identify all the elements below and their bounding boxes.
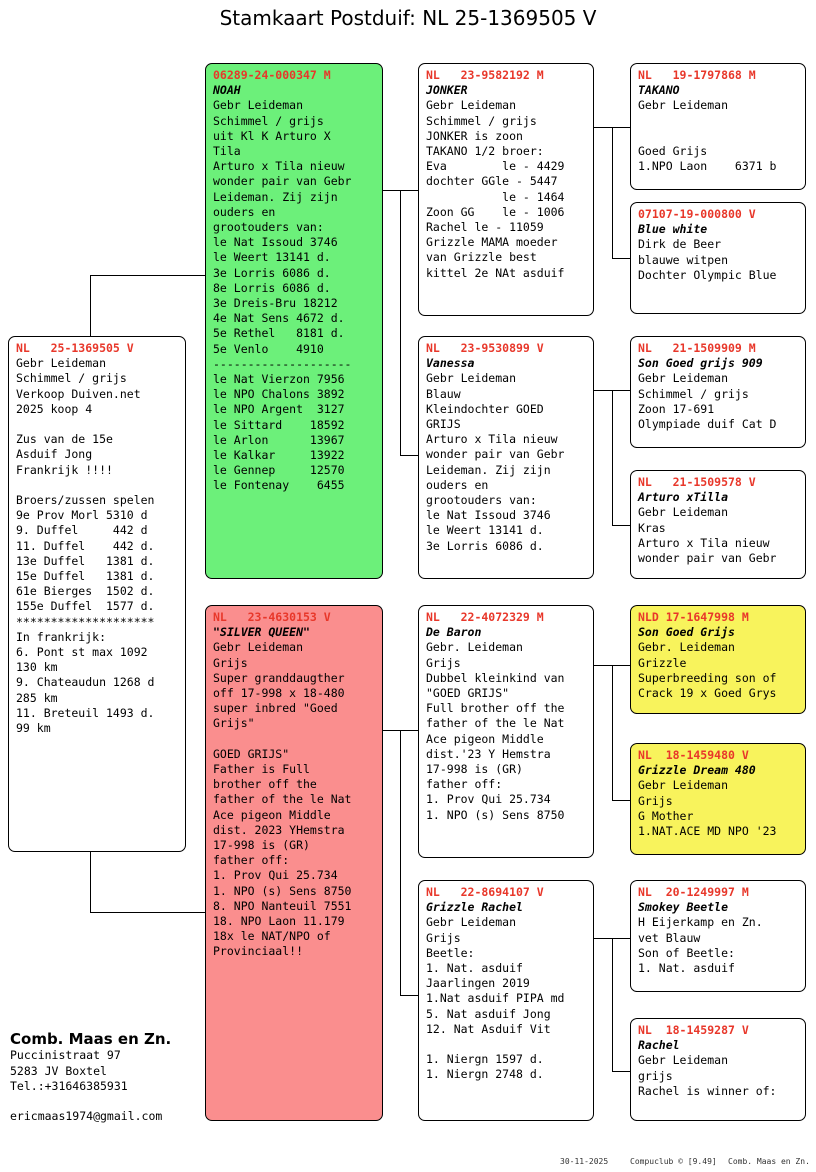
connector: [612, 938, 613, 1071]
gen3-card-3[interactable]: [630, 470, 806, 579]
subject-line: Schimmel / grijs: [16, 371, 127, 386]
owner-name: Comb. Maas en Zn.: [10, 1030, 172, 1048]
dam-line: Father is Full: [213, 762, 310, 777]
gen3-5-line: 1.NAT.ACE MD NPO '23: [638, 824, 777, 839]
gen2-0-line: JONKER is zoon: [426, 128, 523, 143]
subject-line: ********************: [16, 614, 155, 629]
gen3-card-7[interactable]: [630, 1018, 806, 1121]
dam-line: father off:: [213, 853, 290, 868]
gen3-1-line: Dirk de Beer: [638, 237, 722, 252]
gen2-1-line: Leideman. Zij zijn: [426, 462, 551, 477]
gen3-5-line: Grijs: [638, 793, 673, 808]
gen2-card-2[interactable]: [418, 605, 594, 858]
gen3-2-ring: NL 21-1509909 M: [638, 341, 756, 355]
subject-line: Frankrijk !!!!: [16, 462, 113, 477]
dam-line: brother off the: [213, 777, 317, 792]
dam-line: 1. Prov Qui 25.734: [213, 868, 338, 883]
gen3-7-name: Rachel: [638, 1038, 680, 1053]
gen2-1-line: ouders en: [426, 477, 489, 492]
dam-line: Gebr Leideman: [213, 640, 304, 655]
sire-line: wonder pair van Gebr: [213, 174, 352, 189]
gen2-1-line: Kleindochter GOED: [426, 401, 544, 416]
subject-line: 9. Duffel 442 d: [16, 523, 148, 538]
connector: [612, 390, 613, 525]
subject-line: 9e Prov Morl 5310 d: [16, 508, 148, 523]
gen2-3-ring: NL 22-8694107 V: [426, 885, 544, 899]
dam-line: super inbred "Goed: [213, 701, 338, 716]
gen2-2-line: father off:: [426, 777, 503, 792]
owner-address-line: Puccinistraat 97: [10, 1048, 121, 1062]
sire-line: 5e Rethel 8181 d.: [213, 326, 345, 341]
subject-line: 11. Duffel 442 d.: [16, 538, 155, 553]
gen3-7-line: Gebr Leideman: [638, 1053, 729, 1068]
gen2-1-line: le Weert 13141 d.: [426, 523, 544, 538]
gen3-3-line: wonder pair van Gebr: [638, 551, 777, 566]
gen3-0-ring: NL 19-1797868 M: [638, 68, 756, 82]
connector: [612, 258, 630, 259]
dam-line: Ace pigeon Middle: [213, 807, 331, 822]
gen2-1-line: Arturo x Tila nieuw: [426, 432, 558, 447]
gen3-0-line: 1.NPO Laon 6371 b: [638, 159, 777, 174]
dam-line: 18x le NAT/NPO of: [213, 929, 331, 944]
gen2-card-0[interactable]: [418, 63, 594, 316]
subject-line: 99 km: [16, 721, 51, 736]
connector: [90, 275, 205, 276]
subject-line: [16, 478, 179, 493]
gen2-1-line: le Nat Issoud 3746: [426, 508, 551, 523]
gen2-card-1[interactable]: [418, 336, 594, 579]
gen2-2-line: Gebr. Leideman: [426, 640, 523, 655]
sire-line: ouders en: [213, 204, 276, 219]
dam-line: 8. NPO Nanteuil 7551: [213, 898, 352, 913]
gen3-4-line: Grizzle: [638, 655, 687, 670]
gen3-0-line: Goed Grijs: [638, 144, 708, 159]
dam-line: 1. NPO (s) Sens 8750: [213, 883, 352, 898]
subject-line: 61e Bierges 1502 d.: [16, 584, 155, 599]
gen2-1-line: 3e Lorris 6086 d.: [426, 538, 544, 553]
gen3-6-line: Son of Beetle:: [638, 945, 735, 960]
owner-address-line: 5283 JV Boxtel: [10, 1063, 107, 1078]
gen2-0-line: kittel 2e NAt asduif: [426, 265, 565, 280]
gen2-2-line: father of the le Nat: [426, 716, 565, 731]
subject-line: Gebr Leideman: [16, 356, 107, 371]
gen2-0-line: Rachel le - 11059: [426, 220, 544, 235]
subject-line: 155e Duffel 1577 d.: [16, 599, 155, 614]
dam-line: GOED GRIJS": [213, 746, 290, 761]
gen3-7-line: grijs: [638, 1068, 673, 1083]
gen2-0-line: Schimmel / grijs: [426, 113, 537, 128]
sire-line: Schimmel / grijs: [213, 113, 324, 128]
gen2-0-line: dochter GGle - 5447: [426, 174, 558, 189]
subject-details: [16, 356, 179, 736]
subject-ring: NL 25-1369505 V: [16, 341, 134, 355]
gen3-3-line: Kras: [638, 520, 666, 535]
gen3-5-name: Grizzle Dream 480: [638, 763, 756, 778]
gen2-3-line: 1. Niergn 1597 d.: [426, 1052, 544, 1067]
dam-line: dist. 2023 YHemstra: [213, 822, 345, 837]
dam-ring: NL 23-4630153 V: [213, 610, 331, 624]
connector: [400, 455, 418, 456]
sire-details: [213, 98, 376, 493]
gen3-0-line: [638, 129, 799, 144]
gen2-0-line: TAKANO 1/2 broer:: [426, 144, 544, 159]
sire-line: Arturo x Tila nieuw: [213, 159, 345, 174]
gen3-0-name: TAKANO: [638, 83, 680, 98]
sire-line: le Weert 13141 d.: [213, 250, 331, 265]
dam-line: Grijs": [213, 716, 255, 731]
connector: [612, 665, 613, 800]
subject-line: 11. Breteuil 1493 d.: [16, 705, 155, 720]
gen3-2-name: Son Goed grijs 909: [638, 356, 763, 371]
gen2-0-line: Gebr Leideman: [426, 98, 517, 113]
gen2-0-name: JONKER: [426, 83, 468, 98]
dam-line: Provinciaal!!: [213, 944, 304, 959]
sire-line: le Kalkar 13922: [213, 448, 345, 463]
gen2-0-line: Grizzle MAMA moeder: [426, 235, 558, 250]
sire-line: uit Kl K Arturo X: [213, 128, 331, 143]
gen3-0-line: [638, 114, 799, 129]
gen2-3-line: 5. Nat asduif Jong: [426, 1006, 551, 1021]
sire-line: le NPO Argent 3127: [213, 402, 345, 417]
owner-address-line: Tel.:+31646385931: [10, 1079, 128, 1093]
dam-card[interactable]: [205, 605, 383, 1121]
gen2-3-line: Grijs: [426, 930, 461, 945]
gen2-0-line: Zoon GG le - 1006: [426, 204, 565, 219]
page-title: Stamkaart Postduif: NL 25-1369505 V: [219, 6, 597, 30]
gen2-1-line: GRIJS: [426, 417, 461, 432]
gen3-3-name: Arturo xTilla: [638, 490, 729, 505]
gen2-2-line: Grijs: [426, 655, 461, 670]
sire-line: Tila: [213, 144, 241, 159]
gen2-3-line: 1. Nat. asduif: [426, 961, 523, 976]
subject-line: 13e Duffel 1381 d.: [16, 553, 155, 568]
gen3-7-ring: NL 18-1459287 V: [638, 1023, 749, 1037]
sire-line: grootouders van:: [213, 220, 324, 235]
gen3-1-name: Blue white: [638, 222, 708, 237]
gen2-3-line: [426, 1037, 587, 1052]
gen3-3-line: Gebr Leideman: [638, 505, 729, 520]
dam-name: "SILVER QUEEN": [213, 625, 310, 640]
subject-line: [16, 417, 179, 432]
gen2-2-line: "GOED GRIJS": [426, 686, 510, 701]
gen2-3-line: Beetle:: [426, 945, 475, 960]
gen3-4-line: Crack 19 x Goed Grys: [638, 686, 777, 701]
gen3-1-line: blauwe witpen: [638, 252, 729, 267]
subject-line: Verkoop Duiven.net: [16, 386, 141, 401]
gen3-2-line: Olympiade duif Cat D: [638, 417, 777, 432]
subject-line: 9. Chateaudun 1268 d: [16, 675, 155, 690]
sire-line: le Nat Issoud 3746: [213, 235, 338, 250]
sire-ring: 06289-24-000347 M: [213, 68, 331, 82]
gen2-2-line: Ace pigeon Middle: [426, 731, 544, 746]
sire-line: le Sittard 18592: [213, 417, 345, 432]
gen3-card-0[interactable]: [630, 63, 806, 190]
sire-line: le Fontenay 6455: [213, 478, 345, 493]
gen3-6-line: vet Blauw: [638, 930, 701, 945]
connector: [400, 995, 418, 996]
subject-line: 285 km: [16, 690, 58, 705]
gen3-card-5[interactable]: [630, 743, 806, 855]
connector: [400, 730, 401, 995]
gen2-2-ring: NL 22-4072329 M: [426, 610, 544, 624]
gen3-7-line: Rachel is winner of:: [638, 1083, 777, 1098]
gen2-1-line: Blauw: [426, 386, 461, 401]
dam-line: 18. NPO Laon 11.179: [213, 914, 345, 929]
subject-line: Asduif Jong: [16, 447, 93, 462]
sire-line: 5e Venlo 4910: [213, 341, 324, 356]
subject-line: 6. Pont st max 1092: [16, 645, 148, 660]
gen3-5-ring: NL 18-1459480 V: [638, 748, 749, 762]
gen2-1-ring: NL 23-9530899 V: [426, 341, 544, 355]
connector: [612, 800, 630, 801]
dam-details: [213, 640, 376, 959]
gen3-card-2[interactable]: [630, 336, 806, 448]
owner-email: ericmaas1974@gmail.com: [10, 1108, 163, 1123]
gen3-5-line: Gebr Leideman: [638, 778, 729, 793]
gen2-1-name: Vanessa: [426, 356, 475, 371]
subject-line: In frankrijk:: [16, 629, 107, 644]
owner-block: [10, 1030, 171, 1123]
gen2-0-line: van Grizzle best: [426, 250, 537, 265]
gen3-4-line: Gebr. Leideman: [638, 640, 735, 655]
sire-line: 3e Lorris 6086 d.: [213, 265, 331, 280]
gen2-2-line: 17-998 is (GR): [426, 762, 523, 777]
gen3-card-6[interactable]: [630, 880, 806, 992]
sire-card[interactable]: [205, 63, 383, 579]
gen3-6-line: H Eijerkamp en Zn.: [638, 915, 763, 930]
gen2-3-line: 1.Nat asduif PIPA md: [426, 991, 565, 1006]
subject-line: 2025 koop 4: [16, 401, 93, 416]
gen2-1-line: grootouders van:: [426, 493, 537, 508]
gen2-3-line: 1. Niergn 2748 d.: [426, 1067, 544, 1082]
connector: [612, 1071, 630, 1072]
subject-card[interactable]: [8, 336, 186, 852]
gen3-1-line: Dochter Olympic Blue: [638, 267, 777, 282]
sire-line: Gebr Leideman: [213, 98, 304, 113]
connector: [400, 190, 401, 455]
sire-line: Leideman. Zij zijn: [213, 189, 338, 204]
gen2-0-ring: NL 23-9582192 M: [426, 68, 544, 82]
dam-line: father of the le Nat: [213, 792, 352, 807]
gen2-2-line: dist.'23 Y Hemstra: [426, 746, 551, 761]
gen2-3-line: 12. Nat Asduif Vit: [426, 1021, 551, 1036]
gen3-4-ring: NLD 17-1647998 M: [638, 610, 749, 624]
gen3-2-line: Schimmel / grijs: [638, 386, 749, 401]
footer-software: Compuclub © [9.49]: [630, 1157, 717, 1166]
dam-line: Super granddaugther: [213, 670, 345, 685]
gen3-6-line: 1. Nat. asduif: [638, 961, 735, 976]
gen3-2-line: Gebr Leideman: [638, 371, 729, 386]
gen3-card-4[interactable]: [630, 605, 806, 714]
sire-line: 4e Nat Sens 4672 d.: [213, 311, 345, 326]
gen2-2-line: 1. NPO (s) Sens 8750: [426, 807, 565, 822]
gen2-1-line: wonder pair van Gebr: [426, 447, 565, 462]
sire-line: --------------------: [213, 356, 352, 371]
dam-line: Grijs: [213, 655, 248, 670]
gen3-5-line: G Mother: [638, 808, 694, 823]
subject-line: Zus van de 15e: [16, 432, 113, 447]
gen3-6-name: Smokey Beetle: [638, 900, 729, 915]
gen3-3-ring: NL 21-1509578 V: [638, 475, 756, 489]
sire-line: le Arlon 13967: [213, 432, 345, 447]
sire-line: le Nat Vierzon 7956: [213, 372, 345, 387]
gen3-0-line: Gebr Leideman: [638, 98, 729, 113]
gen2-2-line: 1. Prov Qui 25.734: [426, 792, 551, 807]
connector: [90, 912, 205, 913]
sire-line: le Gennep 12570: [213, 463, 345, 478]
dam-line: 17-998 is (GR): [213, 838, 310, 853]
dam-line: [213, 732, 376, 747]
gen3-4-line: Superbreeding son of: [638, 670, 777, 685]
sire-line: le NPO Chalons 3892: [213, 387, 345, 402]
gen2-1-line: Gebr Leideman: [426, 371, 517, 386]
sire-line: 8e Lorris 6086 d.: [213, 280, 331, 295]
gen2-2-line: Full brother off the: [426, 701, 565, 716]
gen2-3-line: Gebr Leideman: [426, 915, 517, 930]
sire-line: 3e Dreis-Bru 18212: [213, 296, 338, 311]
gen2-2-line: Dubbel kleinkind van: [426, 670, 565, 685]
subject-line: 130 km: [16, 660, 58, 675]
dam-line: off 17-998 x 18-480: [213, 686, 345, 701]
gen2-0-line: Eva le - 4429: [426, 159, 565, 174]
gen2-3-name: Grizzle Rachel: [426, 900, 523, 915]
subject-line: Broers/zussen spelen: [16, 493, 155, 508]
owner-address: [10, 1048, 171, 1095]
gen3-4-name: Son Goed Grijs: [638, 625, 735, 640]
connector: [612, 525, 630, 526]
gen3-card-1[interactable]: [630, 202, 806, 314]
gen3-3-line: Arturo x Tila nieuw: [638, 535, 770, 550]
gen2-2-name: De Baron: [426, 625, 482, 640]
gen2-3-line: Jaarlingen 2019: [426, 976, 530, 991]
gen2-card-3[interactable]: [418, 880, 594, 1121]
gen3-1-ring: 07107-19-000800 V: [638, 207, 756, 221]
sire-name: NOAH: [213, 83, 241, 98]
subject-line: 15e Duffel 1381 d.: [16, 569, 155, 584]
gen2-0-line: le - 1464: [426, 189, 565, 204]
footer-date: 30-11-2025: [560, 1157, 609, 1166]
connector: [612, 127, 613, 258]
gen3-6-ring: NL 20-1249997 M: [638, 885, 749, 899]
footer-owner: Comb. Maas en Zn.: [728, 1157, 810, 1166]
gen3-2-line: Zoon 17-691: [638, 401, 715, 416]
